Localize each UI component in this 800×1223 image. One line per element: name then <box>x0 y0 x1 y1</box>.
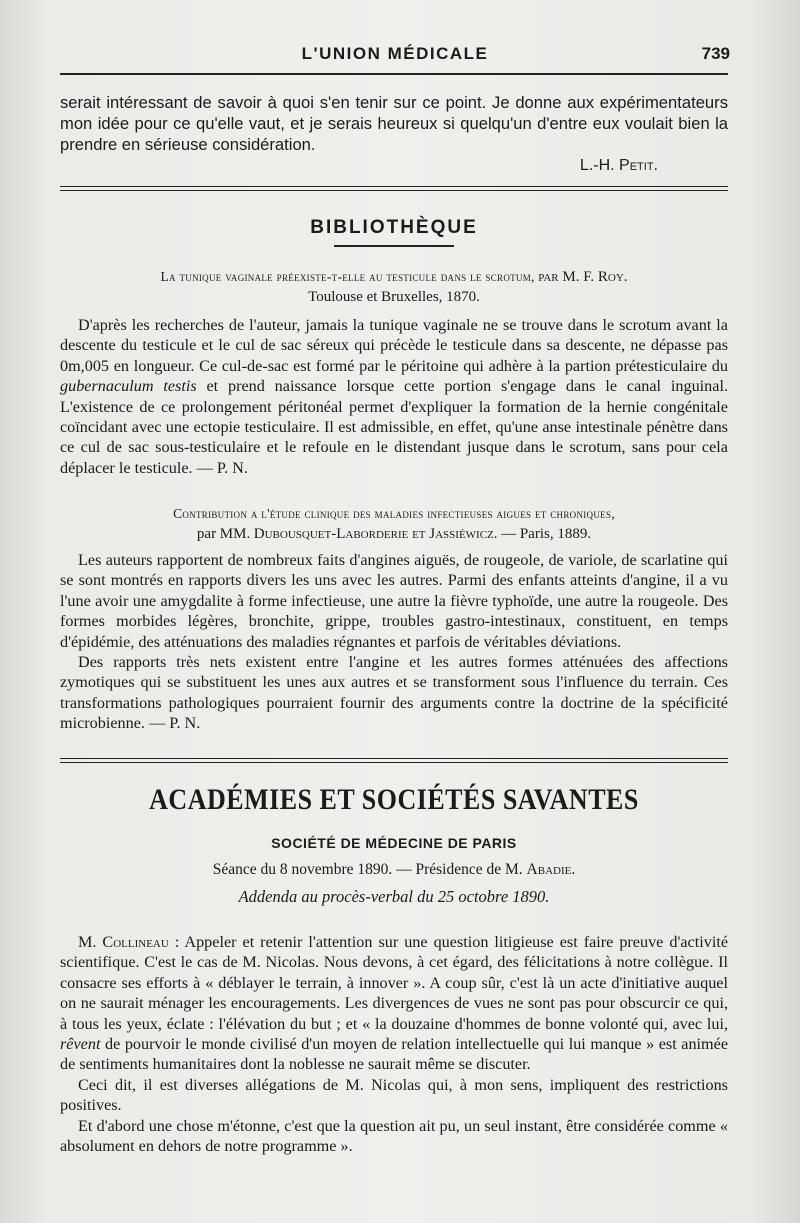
page-header <box>60 44 730 72</box>
minutes-paragraph: M. Collineau : Appeler et retenir l'attention sur une question litigieuse est faire preuve d'activité scientifique. C'est le cas de M. Nicolas. Nous devons, à cet égard, des félicitations à notre collègue. Il consacre ses efforts à « déblayer le terrain, à innover ». A coup sûr, c'est là un acte d'initiative auquel on ne saurait ménager les encouragements. Les divergences de vues ne sont pas pour obscurcir ce qui, à tous les yeux, éclate : l'élévation du but ; et « la douzaine d'hommes de bonne volonté qui, avec lui, rêvent de pourvoir le monde civilisé d'un moyen de relation intellectuelle qui lui manque » est animée de sentiments humanitaires dont la noblesse ne saurait même se discuter. <box>60 933 728 1074</box>
review-roy <box>60 267 728 478</box>
review-dubousquet <box>60 504 728 734</box>
heading-underline <box>334 245 454 247</box>
review-body: D'après les recherches de l'auteur, jamais la tunique vaginale ne se trouve dans le scrotum avant la descente du testicule et le cul de sac séreux qui précède le testicule dans sa descente, ne dépasse pas 0m,005 en longueur. Ce cul-de-sac est formé par le péritoine qui adhère à la partion prétesticulaire du gubernaculum testis et prend naissance lorsque cette portion s'engage dans le canal inguinal. L'existence de ce prolongement péritonéal permet d'expliquer la formation de la hernie congénitale coïncidant avec une ectopie testiculaire. Il est admissible, en effet, qu'une anse intestinale pénètre dans ce cul de sac sous-testiculaire et le refoule en le distendant jusque dans le scrotum, sans pour cela déplacer le testicule. — P. N. <box>60 316 728 477</box>
running-title: L'UNION MÉDICALE <box>301 44 489 63</box>
intro-section <box>60 92 728 176</box>
bibliotheque-section <box>60 217 728 247</box>
society-name: SOCIÉTÉ DE MÉDECINE DE PARIS <box>271 835 517 851</box>
section-divider <box>60 186 728 191</box>
intro-paragraph: serait intéressant de savoir à quoi s'en tenir sur ce point. Je donne aux expérimentateurs mon idée pour ce qu'elle vaut, et je serais heureux si quelqu'un d'entre eux voulait bien la prendre en sérieuse considération. <box>60 93 728 154</box>
review-reference: La tunique vaginale préexiste-t-elle au testicule dans le scrotum, par M. F. Roy. Toulouse et Bruxelles, 1870. <box>160 269 628 305</box>
minutes-paragraph: Et d'abord une chose m'étonne, c'est que la question ait pu, un seul instant, être considérée comme « absolument en dehors de notre programme ». <box>60 1116 728 1156</box>
academies-section <box>60 782 728 907</box>
page-number: 739 <box>701 44 730 63</box>
minutes-text <box>60 932 728 1156</box>
review-reference: Contribution a l'étude clinique des maladies infectieuses aigues et chroniques, par MM. Dubousquet-Laborderie et Jassiéwicz. — Paris, 1889. <box>173 506 615 542</box>
author-signature: L.-H. Petit. <box>579 157 658 174</box>
review-body: Des rapports très nets existent entre l'angine et les autres formes atténuées des affections zymotiques qui se substituent les unes aux autres et se transforment sous l'influence du terrain. Ces transformations pathologiques pourraient fournir des arguments contre la doctrine de la spécificité microbienne. — P. N. <box>60 653 728 733</box>
section-divider <box>60 758 728 763</box>
addenda-line: Addenda au procès-verbal du 25 octobre 1890. <box>238 887 550 906</box>
review-body: Les auteurs rapportent de nombreux faits d'angines aiguës, de rougeole, de variole, de scarlatine qui se sont montrés en rapports divers les uns avec les autres. Parmi des enfants atteints d'angine, il a vu l'une avoir une amygdalite à forme infectieuse, une autre la fièvre typhoïde, une autre la rougeole. Des formes morbides légères, bronchite, grippe, troubles gastro-intestinaux, constituent, en temps d'épidémie, des atténuations des maladies régnantes et parfois de véritables déviations. <box>60 551 728 651</box>
minutes-paragraph: Ceci dit, il est diverses allégations de M. Nicolas qui, à mon sens, impliquent des restrictions positives. <box>60 1075 728 1115</box>
section-heading-academies: ACADÉMIES ET SOCIÉTÉS SAVANTES <box>149 782 639 817</box>
header-rule <box>60 73 728 75</box>
session-line: Séance du 8 novembre 1890. — Présidence de M. Abadie. <box>212 861 576 878</box>
section-heading-bibliotheque: BIBLIOTHÈQUE <box>310 217 478 238</box>
